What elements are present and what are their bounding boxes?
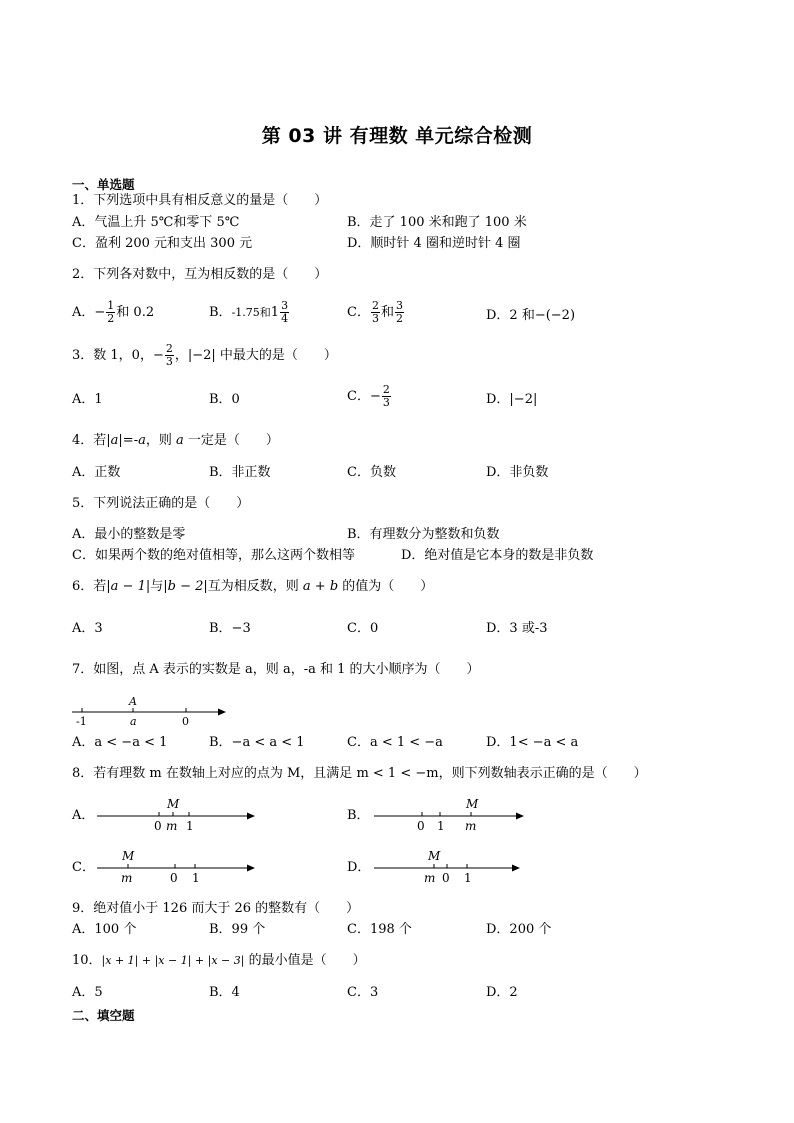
q9-option-b: B．99 个 xyxy=(209,922,266,937)
q2-b-whole: 1 xyxy=(270,305,280,320)
q3-c-num: 2 xyxy=(382,383,390,396)
q7-number-line-figure xyxy=(70,692,230,728)
q2-c-den1: 3 xyxy=(371,312,379,325)
q8a-label-1: 1 xyxy=(186,819,194,833)
q4-stem-post: 一定是（ ） xyxy=(183,433,279,448)
section-heading-fill-in: 二、填空题 xyxy=(72,1008,135,1023)
q3-stem-den: 3 xyxy=(165,355,173,368)
q4-option-b: B．非正数 xyxy=(209,465,271,480)
q2-option-d: D．2 和−(−2) xyxy=(486,308,576,323)
q8c-label-1: 1 xyxy=(192,871,200,885)
q8a-label-0: 0 xyxy=(154,819,162,833)
q10-option-d: D．2 xyxy=(486,985,518,1000)
q2-c-mid: 和 xyxy=(380,305,394,320)
q9-option-c: C．198 个 xyxy=(347,922,412,937)
q4-stem-mid2: ，则 xyxy=(145,433,176,448)
q1-stem: 1．下列选项中具有相反意义的量是（ ） xyxy=(72,193,328,208)
q2-c-num1: 2 xyxy=(371,299,379,312)
q4-option-d: D．非负数 xyxy=(486,465,549,480)
q7-option-d: D．1< −a < a xyxy=(486,735,579,750)
q8-option-d-number-line xyxy=(372,847,532,887)
q8b-axis-arrow xyxy=(516,813,524,820)
q3-c-label: C．− xyxy=(347,389,381,404)
page-title: 第 03 讲 有理数 单元综合检测 xyxy=(261,125,533,147)
q9-option-a: A．100 个 xyxy=(72,922,137,937)
q5-stem: 5．下列说法正确的是（ ） xyxy=(72,496,250,511)
q2-option-b xyxy=(209,300,290,325)
q6-stem-pre: 6．若 xyxy=(72,579,107,594)
q8a-label-M: M xyxy=(167,797,180,811)
q8-option-a-number-line xyxy=(95,795,260,835)
q8-option-a-label: A． xyxy=(72,808,95,823)
q6-stem-mid2: 互为相反数，则 xyxy=(207,579,303,594)
q1-option-d: D．顺时针 4 圈和逆时针 4 圈 xyxy=(347,236,521,251)
q2-c-num2: 3 xyxy=(395,299,403,312)
q6-expr2: |b − 2| xyxy=(163,579,208,594)
q8b-label-1: 1 xyxy=(437,819,445,833)
q7-stem: 7．如图，点 A 表示的实数是 a，则 a，-a 和 1 的大小顺序为（ ） xyxy=(72,662,480,677)
q2-a-label: A． xyxy=(72,305,95,320)
q5-option-b: B．有理数分为整数和负数 xyxy=(347,527,500,542)
q2-b-den: 4 xyxy=(281,312,289,325)
q2-c-fraction1 xyxy=(371,300,380,325)
q8-stem: 8．若有理数 m 在数轴上对应的点为 M，且满足 m < 1 < −m，则下列数轴表示正确的是（ ） xyxy=(72,766,647,781)
q10-expr: |x + 1| + |x − 1| + |x − 3| xyxy=(101,954,245,967)
q8-option-d-label: D． xyxy=(347,860,371,875)
q8c-label-M: M xyxy=(122,849,135,863)
q5-option-c: C．如果两个数的绝对值相等，那么这两个数相等 xyxy=(72,548,355,563)
q8d-label-m: m xyxy=(424,871,436,885)
q6-expr1: |a − 1| xyxy=(106,579,151,594)
section-heading-single-choice: 一、单选题 xyxy=(72,177,135,192)
q3-option-a: A．1 xyxy=(72,392,103,407)
q10-option-a: A．5 xyxy=(72,985,103,1000)
q2-option-c xyxy=(347,300,405,325)
q2-stem: 2．下列各对数中，互为相反数的是（ ） xyxy=(72,267,328,282)
q4-option-a: A．正数 xyxy=(72,465,121,480)
q2-option-a xyxy=(72,300,154,325)
q3-stem-num: 2 xyxy=(165,342,173,355)
q8c-label-0: 0 xyxy=(170,871,178,885)
q3-option-b: B．0 xyxy=(209,392,240,407)
q2-c-fraction2 xyxy=(395,300,404,325)
q4-option-c: C．负数 xyxy=(347,465,396,480)
q10-option-c: C．3 xyxy=(347,985,379,1000)
q2-a-den: 2 xyxy=(107,312,115,325)
q2-b-num: 3 xyxy=(281,299,289,312)
q7-label-A: A xyxy=(129,695,137,708)
q7-axis-arrow xyxy=(218,709,226,716)
q1-option-c: C．盈利 200 元和支出 300 元 xyxy=(72,236,253,251)
q4-stem xyxy=(72,433,279,449)
q6-stem-post: 的值为（ ） xyxy=(338,579,434,594)
q3-stem xyxy=(72,343,337,368)
q9-option-d: D．200 个 xyxy=(486,922,552,937)
q2-c-den2: 2 xyxy=(395,312,403,325)
q10-stem-post: 的最小值是（ ） xyxy=(244,953,366,968)
q8b-label-m: m xyxy=(465,819,477,833)
q6-stem-mid: 与 xyxy=(150,579,164,594)
q6-stem xyxy=(72,579,433,595)
q4-stem-a3: a xyxy=(176,433,184,448)
q3-c-den: 3 xyxy=(382,396,390,409)
q8d-label-0: 0 xyxy=(442,871,450,885)
q2-b-fraction xyxy=(280,300,289,325)
q8-option-b-label: B． xyxy=(347,808,370,823)
q8-option-c-number-line xyxy=(95,847,260,887)
q1-option-a: A．气温上升 5℃和零下 5℃ xyxy=(72,215,240,230)
q10-option-b: B．4 xyxy=(209,985,240,1000)
q1-option-b: B．走了 100 米和跑了 100 米 xyxy=(347,215,527,230)
q3-option-c xyxy=(347,384,392,409)
q10-stem xyxy=(72,953,366,969)
q3-stem-pre: 3．数 1，0，− xyxy=(72,348,164,363)
q2-a-num: 1 xyxy=(107,299,115,312)
q8a-axis-arrow xyxy=(247,813,255,820)
q6-option-d: D．3 或-3 xyxy=(486,621,548,636)
q7-option-a: A．a < −a < 1 xyxy=(72,735,168,750)
q7-option-c: C．a < 1 < −a xyxy=(347,735,443,750)
q7-label-zero: 0 xyxy=(182,715,189,728)
q8-option-b-number-line xyxy=(372,795,532,835)
q8a-label-m: m xyxy=(166,819,178,833)
q2-a-fraction xyxy=(106,300,115,325)
q9-stem: 9．绝对值小于 126 而大于 26 的整数有（ ） xyxy=(72,901,360,916)
q7-label-a: a xyxy=(130,715,137,728)
q6-option-a: A．3 xyxy=(72,621,103,636)
q6-option-c: C．0 xyxy=(347,621,379,636)
q8b-label-M: M xyxy=(466,797,479,811)
q10-stem-pre: 10． xyxy=(72,953,102,968)
q4-stem-a1: a xyxy=(110,433,119,448)
q8-option-c-label: C． xyxy=(72,860,95,875)
q2-b-pre: -1.75和 xyxy=(231,306,271,319)
q8c-label-m: m xyxy=(121,871,133,885)
q3-stem-post: ，|−2| 中最大的是（ ） xyxy=(174,348,337,363)
q2-a-tail: 和 0.2 xyxy=(116,305,155,320)
q4-stem-mid: |=- xyxy=(118,433,139,448)
q7-label-neg1: -1 xyxy=(76,715,87,728)
q6-expr3: a + b xyxy=(302,579,339,594)
q8d-label-1: 1 xyxy=(464,871,472,885)
q2-a-sign: − xyxy=(94,305,106,320)
q8d-label-M: M xyxy=(428,849,441,863)
q8b-label-0: 0 xyxy=(417,819,425,833)
q3-option-d: D．|−2| xyxy=(486,392,538,407)
q5-option-d: D．绝对值是它本身的数是非负数 xyxy=(401,548,594,563)
q8d-axis-arrow xyxy=(512,865,520,872)
q2-c-label: C． xyxy=(347,305,370,320)
q7-option-b: B．−a < a < 1 xyxy=(209,735,305,750)
q4-stem-a2: a xyxy=(138,433,146,448)
q2-b-label: B． xyxy=(209,305,232,320)
q6-option-b: B．−3 xyxy=(209,621,251,636)
q3-stem-fraction xyxy=(165,343,174,368)
q4-stem-pre: 4．若| xyxy=(72,433,111,448)
q8c-axis-arrow xyxy=(247,865,255,872)
q5-option-a: A．最小的整数是零 xyxy=(72,527,186,542)
q3-c-fraction xyxy=(382,384,391,409)
